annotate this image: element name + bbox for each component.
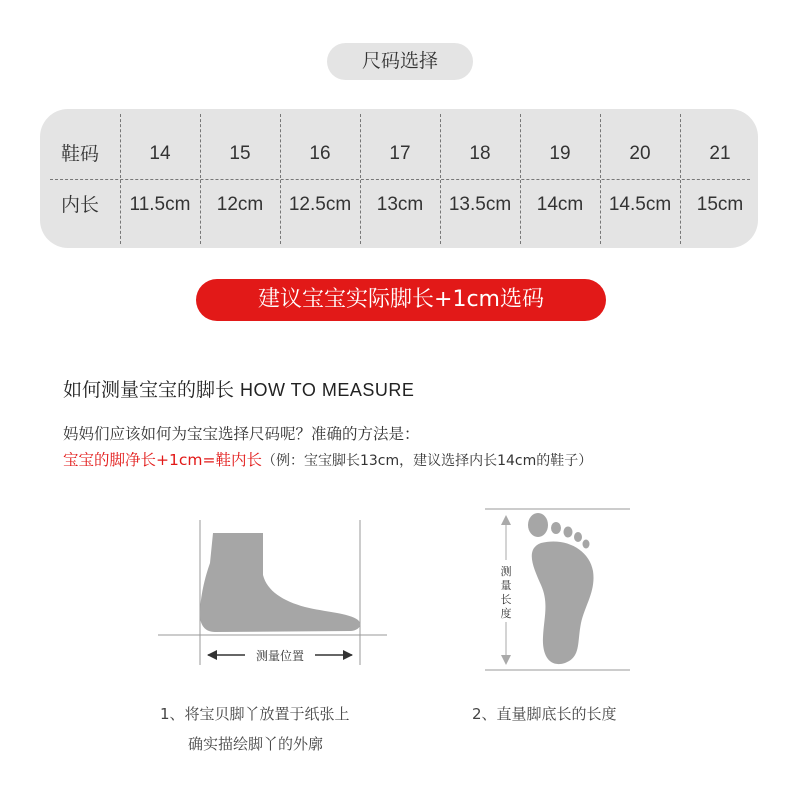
- side-foot-icon: [200, 533, 360, 632]
- formula-example: （例：宝宝脚长13cm，建议选择内长14cm的鞋子）: [261, 453, 593, 469]
- shoe-size-cell: 21: [709, 143, 731, 164]
- heading-cn: 如何测量宝宝的脚长: [63, 379, 235, 401]
- shoe-size-cell: 20: [629, 143, 651, 164]
- arrow-up-icon: [501, 515, 511, 525]
- recommendation-banner: 建议宝宝实际脚长+1cm选码: [196, 279, 606, 321]
- table-row-inner-length: [40, 180, 758, 230]
- caption-1-line-1: 1、将宝贝脚丫放置于纸张上: [160, 705, 350, 723]
- size-selection-title: 尺码选择: [327, 43, 473, 80]
- table-row-shoe-size: [40, 129, 758, 179]
- caption-2: 2、直量脚底长的长度: [472, 705, 617, 723]
- arrow-down-icon: [501, 655, 511, 665]
- measure-length-char: 长: [500, 593, 512, 606]
- inner-length-cell: 12cm: [216, 194, 264, 215]
- how-to-measure-heading: [63, 375, 414, 402]
- inner-length-cell: 13cm: [376, 194, 424, 215]
- sole-figure: [485, 505, 635, 675]
- measure-position-label: 测量位置: [255, 649, 305, 663]
- formula-line: [63, 448, 592, 470]
- measure-length-char: 量: [500, 579, 512, 592]
- measure-length-char: 测: [500, 565, 512, 578]
- caption-1-line-2: 确实描绘脚丫的外廓: [188, 735, 324, 753]
- size-formula: 宝宝的脚净长+1cm=鞋内长: [63, 451, 262, 469]
- side-foot-figure: [155, 515, 390, 675]
- inner-length-cell: 14cm: [536, 194, 584, 215]
- heading-en: HOW TO MEASURE: [240, 380, 415, 400]
- size-table: [40, 109, 758, 248]
- inner-length-cell: 14.5cm: [608, 194, 672, 215]
- shoe-size-cell: 14: [149, 143, 171, 164]
- shoe-size-cell: 15: [229, 143, 251, 164]
- row-header-shoe-size: 鞋码: [60, 143, 99, 165]
- arrow-right-icon: [343, 650, 353, 660]
- inner-length-cell: 11.5cm: [129, 194, 191, 215]
- shoe-size-cell: 18: [469, 143, 491, 164]
- inner-length-cell: 15cm: [696, 194, 744, 215]
- inner-length-cell: 13.5cm: [448, 194, 512, 215]
- measure-length-char: 度: [500, 607, 512, 620]
- shoe-size-cell: 19: [549, 143, 571, 164]
- shoe-size-cell: 17: [389, 143, 411, 164]
- shoe-size-cell: 16: [309, 143, 331, 164]
- measure-question: 妈妈们应该如何为宝宝选择尺码呢？准确的方法是：: [63, 425, 420, 443]
- arrow-left-icon: [207, 650, 217, 660]
- row-header-inner-length: 内长: [60, 194, 99, 216]
- footprint-icon: [528, 513, 594, 664]
- inner-length-cell: 12.5cm: [288, 194, 352, 215]
